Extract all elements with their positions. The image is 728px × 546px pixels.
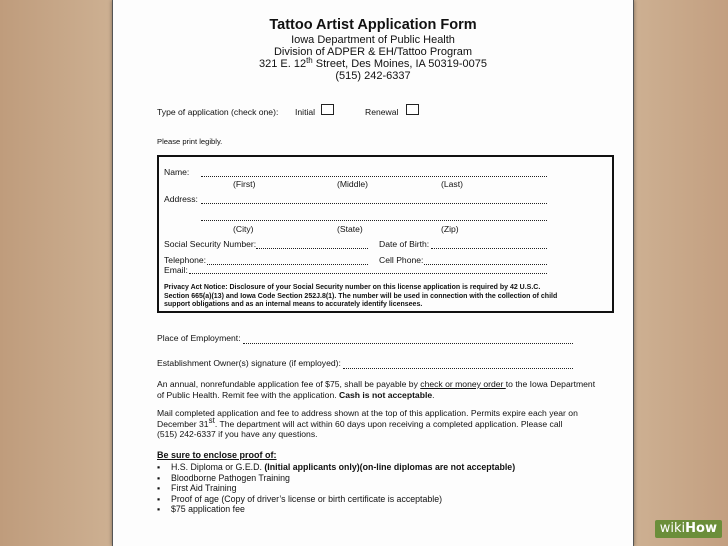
middle-caption: (Middle) bbox=[337, 179, 369, 189]
zip-caption: (Zip) bbox=[441, 224, 459, 234]
cell-phone-label: Cell Phone: bbox=[379, 255, 424, 265]
background-left bbox=[0, 0, 112, 546]
mail-paragraph bbox=[157, 408, 617, 440]
address-sup: th bbox=[306, 56, 313, 65]
renewal-checkbox[interactable] bbox=[406, 104, 419, 115]
last-caption: (Last) bbox=[441, 179, 463, 189]
dob-label: Date of Birth: bbox=[379, 239, 430, 249]
dob-field[interactable] bbox=[431, 248, 547, 249]
fee-payment-method: check or money order bbox=[420, 379, 506, 389]
applicant-info-box bbox=[157, 155, 614, 313]
first-caption: (First) bbox=[233, 179, 256, 189]
list-item bbox=[157, 462, 515, 473]
state-caption: (State) bbox=[337, 224, 363, 234]
fee-paragraph bbox=[157, 379, 617, 400]
initial-checkbox[interactable] bbox=[321, 104, 334, 115]
privacy-line: Privacy Act Notice: Disclosure of your Social Security number on this license application is required by 42 U.S.C. bbox=[164, 284, 541, 291]
list-item: ▪ $75 application fee bbox=[157, 504, 515, 515]
ssn-label: Social Security Number: bbox=[164, 239, 257, 249]
city-caption: (City) bbox=[233, 224, 254, 234]
employment-field[interactable] bbox=[243, 343, 573, 344]
email-label: Email: bbox=[164, 265, 188, 275]
cash-warning: Cash is not acceptable bbox=[339, 389, 433, 400]
mail-text: Mail completed application and fee to address shown at the top of this application. Permits expire each year on bbox=[157, 408, 578, 418]
watermark-how: How bbox=[685, 521, 717, 536]
background-right bbox=[634, 0, 728, 546]
privacy-line: Section 665(a)(13) and Iowa Code Section 252J.8(1). The number will be used in connection with the collection of child bbox=[164, 292, 558, 300]
address-field-street[interactable] bbox=[201, 203, 547, 204]
print-note: Please print legibly. bbox=[157, 137, 223, 146]
enclose-heading: Be sure to enclose proof of: bbox=[157, 450, 277, 460]
telephone-label: Telephone: bbox=[164, 255, 207, 265]
mail-text: (515) 242-6337 if you have any questions. bbox=[157, 429, 318, 439]
name-label: Name: bbox=[164, 167, 190, 177]
division-name: Division of ADPER & EH/Tattoo Program bbox=[273, 46, 473, 58]
renewal-label: Renewal bbox=[365, 107, 399, 117]
enclose-list bbox=[157, 462, 515, 515]
fee-text: of Public Health. Remit fee with the application. bbox=[157, 389, 339, 400]
mail-text: December 31 bbox=[157, 418, 209, 429]
email-field[interactable] bbox=[189, 273, 547, 274]
fee-text: . bbox=[432, 389, 435, 400]
employment-label: Place of Employment: bbox=[157, 333, 241, 343]
telephone-field[interactable] bbox=[207, 264, 368, 265]
form-title: Tattoo Artist Application Form bbox=[269, 17, 477, 33]
list-item: ▪ First Aid Training bbox=[157, 483, 515, 494]
ssn-field[interactable] bbox=[256, 248, 368, 249]
list-item: ▪ Proof of age (Copy of driver’s license or birth certificate is acceptable) bbox=[157, 494, 515, 505]
name-field[interactable] bbox=[201, 176, 547, 177]
mail-sup: st bbox=[208, 415, 215, 425]
address-field-city[interactable] bbox=[201, 220, 547, 221]
wikihow-watermark bbox=[655, 520, 722, 538]
application-form-sheet bbox=[112, 0, 634, 546]
watermark-wiki: wiki bbox=[659, 521, 686, 536]
initial-label: Initial bbox=[295, 107, 316, 117]
address-part: 321 E. 12 bbox=[258, 58, 307, 70]
application-type-label: Type of application (check one): bbox=[157, 107, 279, 117]
address-label: Address: bbox=[164, 194, 198, 204]
list-item-text: H.S. Diploma or G.E.D. bbox=[171, 462, 265, 472]
cell-phone-field[interactable] bbox=[424, 264, 547, 265]
privacy-line: support obligations and as an internal means to accurately identify licensees. bbox=[164, 301, 423, 309]
owner-signature-label: Establishment Owner(s) signature (if employed): bbox=[157, 358, 341, 368]
fee-text: An annual, nonrefundable application fee of $75, shall be payable by bbox=[157, 379, 421, 389]
list-item: ▪ Bloodborne Pathogen Training bbox=[157, 473, 515, 484]
list-item-note: (Initial applicants only)(on-line diplomas are not acceptable) bbox=[264, 462, 516, 472]
privacy-act-notice bbox=[164, 284, 557, 310]
fee-text: to the Iowa Department bbox=[505, 379, 596, 389]
mail-text: . The department will act within 60 days upon receiving a completed application. Please call bbox=[214, 418, 563, 429]
address-part: Street, Des Moines, IA 50319-0075 bbox=[312, 58, 488, 70]
department-phone: (515) 242-6337 bbox=[335, 70, 411, 82]
department-name: Iowa Department of Public Health bbox=[291, 34, 455, 46]
owner-signature-field[interactable] bbox=[343, 368, 573, 369]
